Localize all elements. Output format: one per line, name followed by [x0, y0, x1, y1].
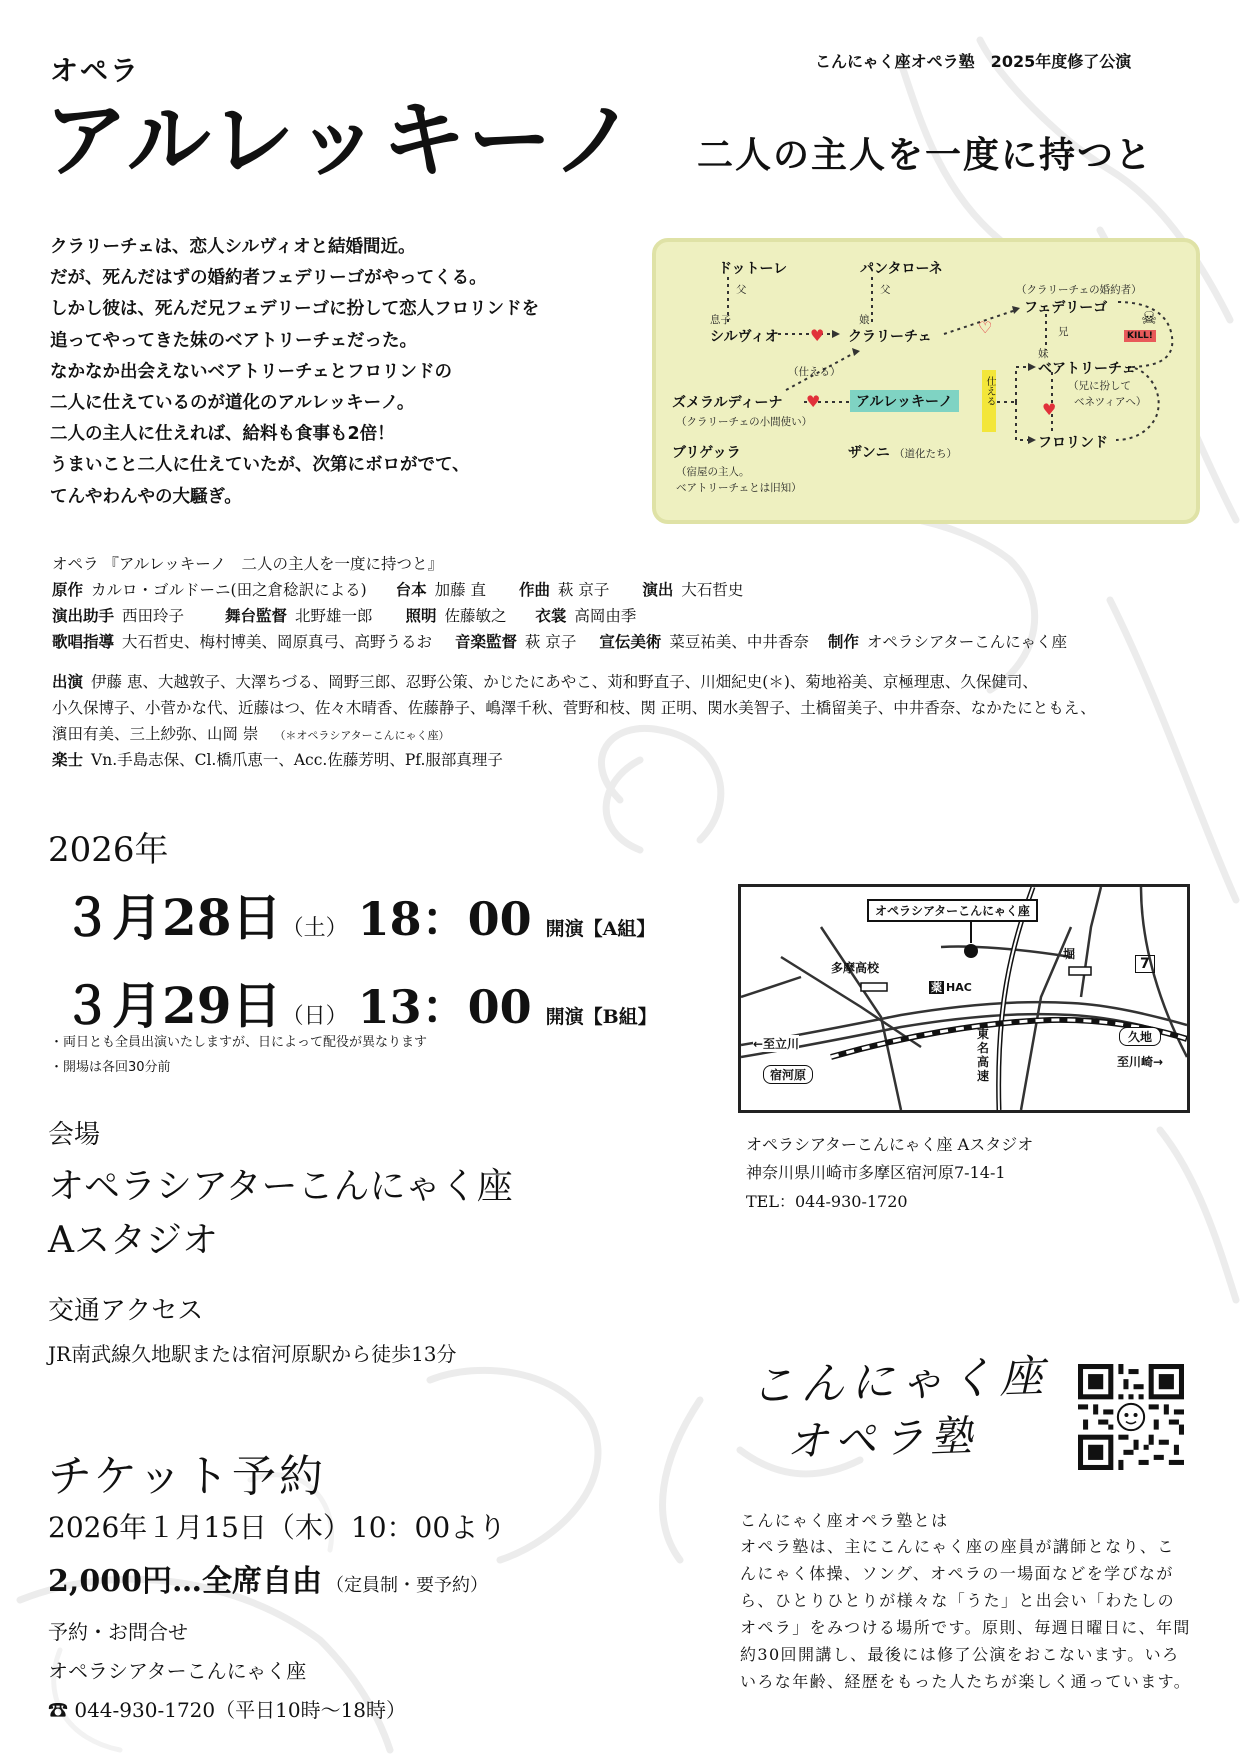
credit-label: 作曲: [518, 580, 550, 599]
series-label: こんにゃく座オペラ塾 2025年度修了公演: [815, 52, 1132, 71]
tail-2: 開演【B組】: [545, 1006, 657, 1028]
rel-sister: 妹: [1038, 348, 1049, 360]
map-tomei-label: [977, 1027, 991, 1083]
char-arlecchino: アルレッキーノ: [850, 390, 959, 412]
synopsis-line: しかし彼は、死んだ兄フェデリーゴに扮して恋人フロリンドを: [50, 299, 540, 320]
credit-label: 舞台監督: [224, 606, 287, 625]
qr-code[interactable]: [1078, 1364, 1184, 1470]
credit-label: 出演: [52, 672, 84, 691]
fiance-note: （クラリーチェの婚約者）: [1016, 284, 1142, 296]
cast-row-1: [52, 670, 1044, 692]
credit-label: 原作: [52, 580, 84, 599]
schedule-day-1: [62, 878, 655, 950]
credits-row-1: [52, 578, 749, 600]
heart-icon: ♥: [806, 392, 821, 411]
inquiry-name: オペラシアターこんにゃく座: [48, 1659, 307, 1683]
credit-label: 宣伝美術: [599, 632, 662, 651]
dow-2: （日）: [281, 1004, 348, 1029]
dow-1: （土）: [281, 916, 348, 941]
access-label: 交通アクセス: [48, 1296, 204, 1326]
credit-label: 照明: [405, 606, 437, 625]
char-smeraldina: ズメラルディーナ: [672, 395, 783, 411]
about-text: オペラ塾は、主にこんにゃく座の座員が講師となり、こんにゃく体操、ソング、オペラの一場面などを学びながら、ひとりひとりが様々な「うた」と出会い「わたしのオペラ」をみつける場所です。原則、毎週日曜日に、年間約30回開講し、最後には修了公演をおこないます。いろいろな年齢、経歴をもった人たちが楽しく通っています。: [740, 1537, 1192, 1691]
schedule-day-2: [62, 966, 657, 1038]
venue-name-1: オペラシアターこんにゃく座: [48, 1166, 513, 1207]
tomei-char: 速: [977, 1069, 990, 1083]
access-map: [738, 884, 1190, 1113]
credit-value: 加藤 直: [434, 581, 487, 599]
rel-son: 息子: [710, 314, 731, 326]
synopsis: [50, 232, 539, 513]
relationship-chart: [652, 238, 1200, 524]
phone-icon: ☎: [48, 1698, 68, 1722]
hac-mark: HAC: [946, 981, 972, 994]
synopsis-line: 二人の主人に仕えれば、給料も食事も2倍！: [50, 424, 395, 445]
tickets-price: 2,000円…全席自由: [48, 1564, 322, 1599]
rel-daughter: 娘: [859, 314, 870, 326]
char-federigo: フェデリーゴ: [1024, 300, 1108, 316]
credit-value: 萩 京子: [557, 581, 610, 599]
credit-value: 北野雄一郎: [294, 607, 373, 625]
tickets-price-row: [48, 1556, 488, 1600]
credit-value: 大石哲史、梅村博美、岡原真弓、高野うるお: [122, 633, 433, 651]
credit-value: オペラシアターこんにゃく座: [866, 633, 1067, 651]
synopsis-line: だが、死んだはずの婚約者フェデリーゴがやってくる。: [50, 268, 487, 289]
address-line-1: オペラシアターこんにゃく座 Aスタジオ: [746, 1135, 1034, 1154]
logo-line-1: こんにゃく座: [749, 1350, 1051, 1413]
synopsis-line: なかなか出会えないベアトリーチェとフロリンドの: [50, 361, 452, 382]
credit-label: 台本: [395, 580, 427, 599]
zanni-note: （道化たち）: [894, 448, 957, 460]
logo-line-2: オペラ塾: [785, 1410, 979, 1467]
map-kawasaki-label: 至川崎→: [1117, 1055, 1164, 1069]
kill-badge: KILL!: [1124, 330, 1156, 342]
access-text: JR南武線久地駅または宿河原駅から徒歩13分: [48, 1342, 457, 1366]
map-shukugawara-label: 宿河原: [763, 1065, 813, 1084]
map-kuji-label: 久地: [1119, 1027, 1161, 1046]
disguise-note1: （兄に扮して: [1068, 380, 1131, 392]
smeraldina-note: （クラリーチェの小間使い）: [676, 416, 813, 428]
map-pharmacy-icon: [929, 979, 972, 995]
cast-row-2: 小久保博子、小菅かな代、近藤はつ、佐々木晴香、佐藤静子、嶋澤千秋、菅野和枝、関 正明、関水美智子、土橋留美子、中井香奈、なかたにともえ、: [52, 699, 1096, 717]
opera-subtitle: 二人の主人を一度に持つと: [697, 135, 1154, 176]
brighella-note1: （宿屋の主人。: [676, 466, 750, 478]
cast-row-3: [52, 722, 455, 744]
schedule-note-2: ・開場は各回30分前: [50, 1060, 171, 1075]
address-line-3: TEL：044-930-1720: [746, 1192, 908, 1211]
char-dottore: ドットーレ: [718, 261, 788, 277]
credits-row-3: [52, 630, 1073, 652]
time-1: 18：00: [357, 892, 532, 946]
band-row: [52, 748, 509, 770]
heart-icon: ♥: [1042, 400, 1057, 419]
tickets-price-note: （定員制・要予約）: [325, 1575, 488, 1596]
char-zanni: ザンニ: [848, 445, 890, 461]
tickets-heading: チケット予約: [48, 1451, 327, 1502]
char-silvio: シルヴィオ: [710, 329, 779, 345]
venue-name-2: Aスタジオ: [48, 1220, 218, 1261]
synopsis-line: 二人に仕えているのが道化のアルレッキーノ。: [50, 393, 415, 414]
schedule-note-1: ・両日とも全員出演いたしますが、日によって配役が異なります: [50, 1035, 428, 1050]
credit-value: カルロ・ゴルドーニ(田之倉稔訳による): [91, 581, 367, 599]
map-tachikawa-label: ←至立川: [753, 1037, 800, 1051]
credit-value: 高岡由季: [574, 607, 637, 625]
genre-label: オペラ: [50, 54, 141, 87]
time-2: 13：00: [357, 980, 532, 1034]
skull-icon: ☠: [1141, 308, 1158, 329]
opera-title: アルレッキーノ: [44, 91, 639, 189]
seven-eleven-icon: 7: [1135, 955, 1155, 973]
credit-label: 音楽監督: [454, 632, 517, 651]
credit-value: 萩 京子: [524, 633, 577, 651]
date-2: ３月29日: [62, 976, 282, 1035]
date-1: ３月28日: [62, 888, 282, 947]
map-school-label: 多摩高校: [831, 961, 880, 975]
char-beatrice: ベアトリーチェ: [1038, 361, 1136, 377]
tickets-date: 2026年１月15日（木）10：00より: [48, 1511, 507, 1544]
credit-label: 楽士: [52, 750, 84, 769]
credits-row-2: [52, 604, 642, 626]
map-theater-label: オペラシアターこんにゃく座: [867, 899, 1038, 922]
rel-brother: 兄: [1058, 326, 1069, 338]
credit-value: 大石哲史: [681, 581, 744, 599]
synopsis-line: てんやわんやの大騒ぎ。: [50, 486, 242, 507]
credit-label: 衣裳: [535, 606, 567, 625]
rel-father2: 父: [880, 284, 891, 296]
inquiry-phone: 044-930-1720（平日10時〜18時）: [74, 1698, 407, 1722]
schedule-year: 2026年: [48, 830, 169, 870]
tail-1: 開演【A組】: [545, 918, 656, 940]
school-logo: [750, 1345, 1050, 1465]
synopsis-line: うまいこと二人に仕えていたが、次第にボロがでて、: [50, 455, 470, 476]
char-brighella: ブリゲッラ: [672, 445, 741, 461]
credit-value: 佐藤敏之: [444, 607, 507, 625]
serve-note1: （仕える）: [788, 366, 841, 378]
address-line-2: 神奈川県川崎市多摩区宿河原7-14-1: [746, 1163, 1006, 1182]
char-clarice: クラリーチェ: [848, 329, 932, 345]
rel-father1: 父: [736, 284, 747, 296]
char-pantalone: パンタローネ: [860, 261, 943, 277]
cast-list: 濱田有美、三上紗弥、山岡 崇: [52, 725, 259, 743]
credit-label: 演出助手: [52, 606, 115, 625]
credits-title: オペラ 『アルレッキーノ 二人の主人を一度に持つと』: [52, 555, 443, 573]
venue-label: 会場: [48, 1120, 101, 1150]
about-title: こんにゃく座オペラ塾とは: [740, 1511, 949, 1530]
serve-badge: [982, 370, 996, 432]
disguise-note2: ベネツィアへ）: [1074, 396, 1147, 408]
synopsis-line: クラリーチェは、恋人シルヴィオと結婚間近。: [50, 237, 416, 257]
char-florindo: フロリンド: [1038, 435, 1108, 451]
tomei-char: 東: [977, 1027, 990, 1041]
credit-label: 制作: [827, 632, 859, 651]
credit-label: 演出: [642, 580, 674, 599]
synopsis-line: 追ってやってきた妹のベアトリーチェだった。: [50, 330, 417, 351]
credit-value: 菜豆祐美、中井香奈: [669, 633, 809, 651]
tomei-char: 高: [977, 1055, 990, 1069]
cast-list: 伊藤 恵、大越敦子、大澤ちづる、岡野三郎、忍野公策、かじたにあやこ、苅和野直子、川畑紀史(＊)、菊地裕美、京極理恵、久保健司、: [91, 673, 1038, 691]
inquiry-phone-row: [48, 1694, 406, 1723]
band-list: Vn.手島志保、Cl.橋爪恵一、Acc.佐藤芳明、Pf.服部真理子: [91, 751, 503, 769]
inquiry-label: 予約・お問合せ: [48, 1620, 188, 1644]
tomei-char: 名: [977, 1041, 990, 1055]
credit-label: 歌唱指導: [52, 632, 115, 651]
map-hori-label: 堀: [1063, 947, 1076, 961]
credit-value: 西田玲子: [122, 607, 185, 625]
brighella-note2: ベアトリーチェとは旧知）: [676, 482, 802, 494]
serve-badge-label: 仕える: [984, 376, 995, 406]
cast-note: （＊オペラシアターこんにゃく座）: [274, 729, 450, 742]
heart-outline-icon: ♡: [978, 318, 993, 337]
pharmacy-mark: 薬: [931, 981, 942, 994]
heart-icon: ♥: [810, 326, 825, 345]
